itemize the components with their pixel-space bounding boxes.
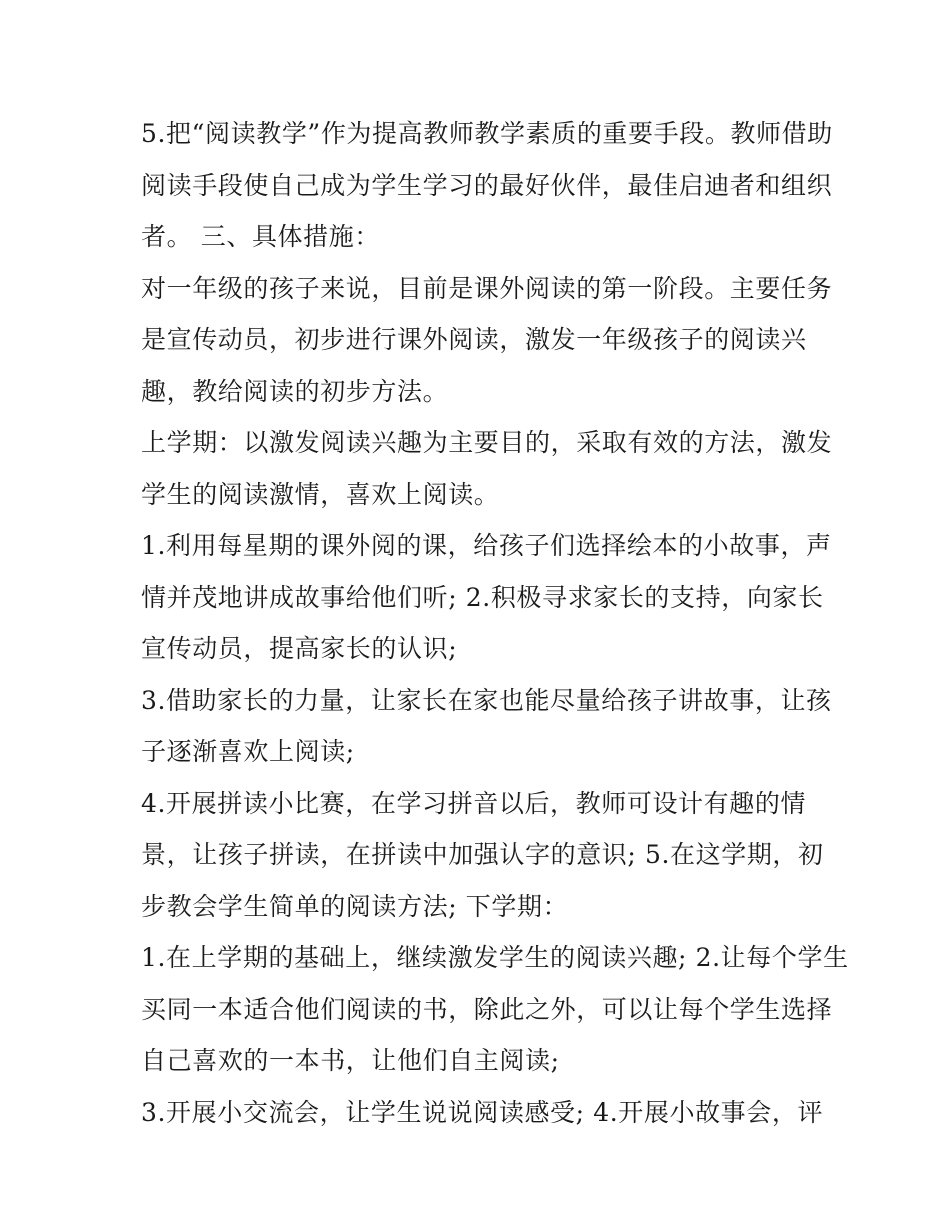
paragraph-item-3-4-second [141,1087,824,1139]
text-line: 4.开展拼读小比赛，在学习拼音以后，教师可设计有趣的情 [141,788,807,818]
text-line: 3.借助家长的力量，让家长在家也能尽量给孩子讲故事，让孩 [141,685,832,715]
paragraph-reading-teaching [141,108,833,263]
text-line: 步教会学生简单的阅读方法; 下学期： [141,891,569,921]
text-line: 上学期：以激发阅读兴趣为主要目的，采取有效的方法，激发 [141,428,833,457]
text-line: 学生的阅读激情，喜欢上阅读。 [141,479,500,509]
paragraph-item-1-2 [141,520,832,675]
paragraph-first-semester [141,417,833,520]
text-line: 子逐渐喜欢上阅读; [141,737,355,766]
text-line: 对一年级的孩子来说，目前是课外阅读的第一阶段。主要任务 [141,273,833,303]
text-line: 买同一本适合他们阅读的书，除此之外，可以让每个学生选择 [141,994,833,1024]
text-line: 是宣传动员，初步进行课外阅读，激发一年级孩子的阅读兴 [141,325,807,354]
text-line: 景，让孩子拼读，在拼读中加强认字的意识; 5.在这学期，初 [141,840,824,869]
text-line: 宣传动员，提高家长的认识; [141,634,458,663]
text-line: 3.开展小交流会，让学生说说阅读感受; 4.开展小故事会，评 [141,1097,824,1127]
paragraph-item-4-5 [141,778,824,933]
text-line: 1.在上学期的基础上，继续激发学生的阅读兴趣; 2.让每个学生 [141,943,849,972]
text-line: 阅读手段使自己成为学生学习的最好伙伴，最佳启迪者和组织 [141,170,833,200]
document-body [141,108,849,1138]
text-line: 5.把“阅读教学”作为提高教师教学素质的重要手段。教师借助 [141,119,833,148]
text-line: 趣，教给阅读的初步方法。 [141,376,449,406]
paragraph-second-semester-items [141,932,849,1087]
text-line: 1.利用每星期的课外阅的课，给孩子们选择绘本的小故事，声 [141,531,832,560]
text-line: 情并茂地讲成故事给他们听; 2.积极寻求家长的支持，向家长 [141,582,824,612]
text-line: 自己喜欢的一本书，让他们自主阅读; [141,1046,560,1075]
paragraph-item-3 [141,675,832,778]
text-line: 者。 三、具体措施： [141,222,380,251]
paragraph-first-grade-intro [141,263,833,418]
